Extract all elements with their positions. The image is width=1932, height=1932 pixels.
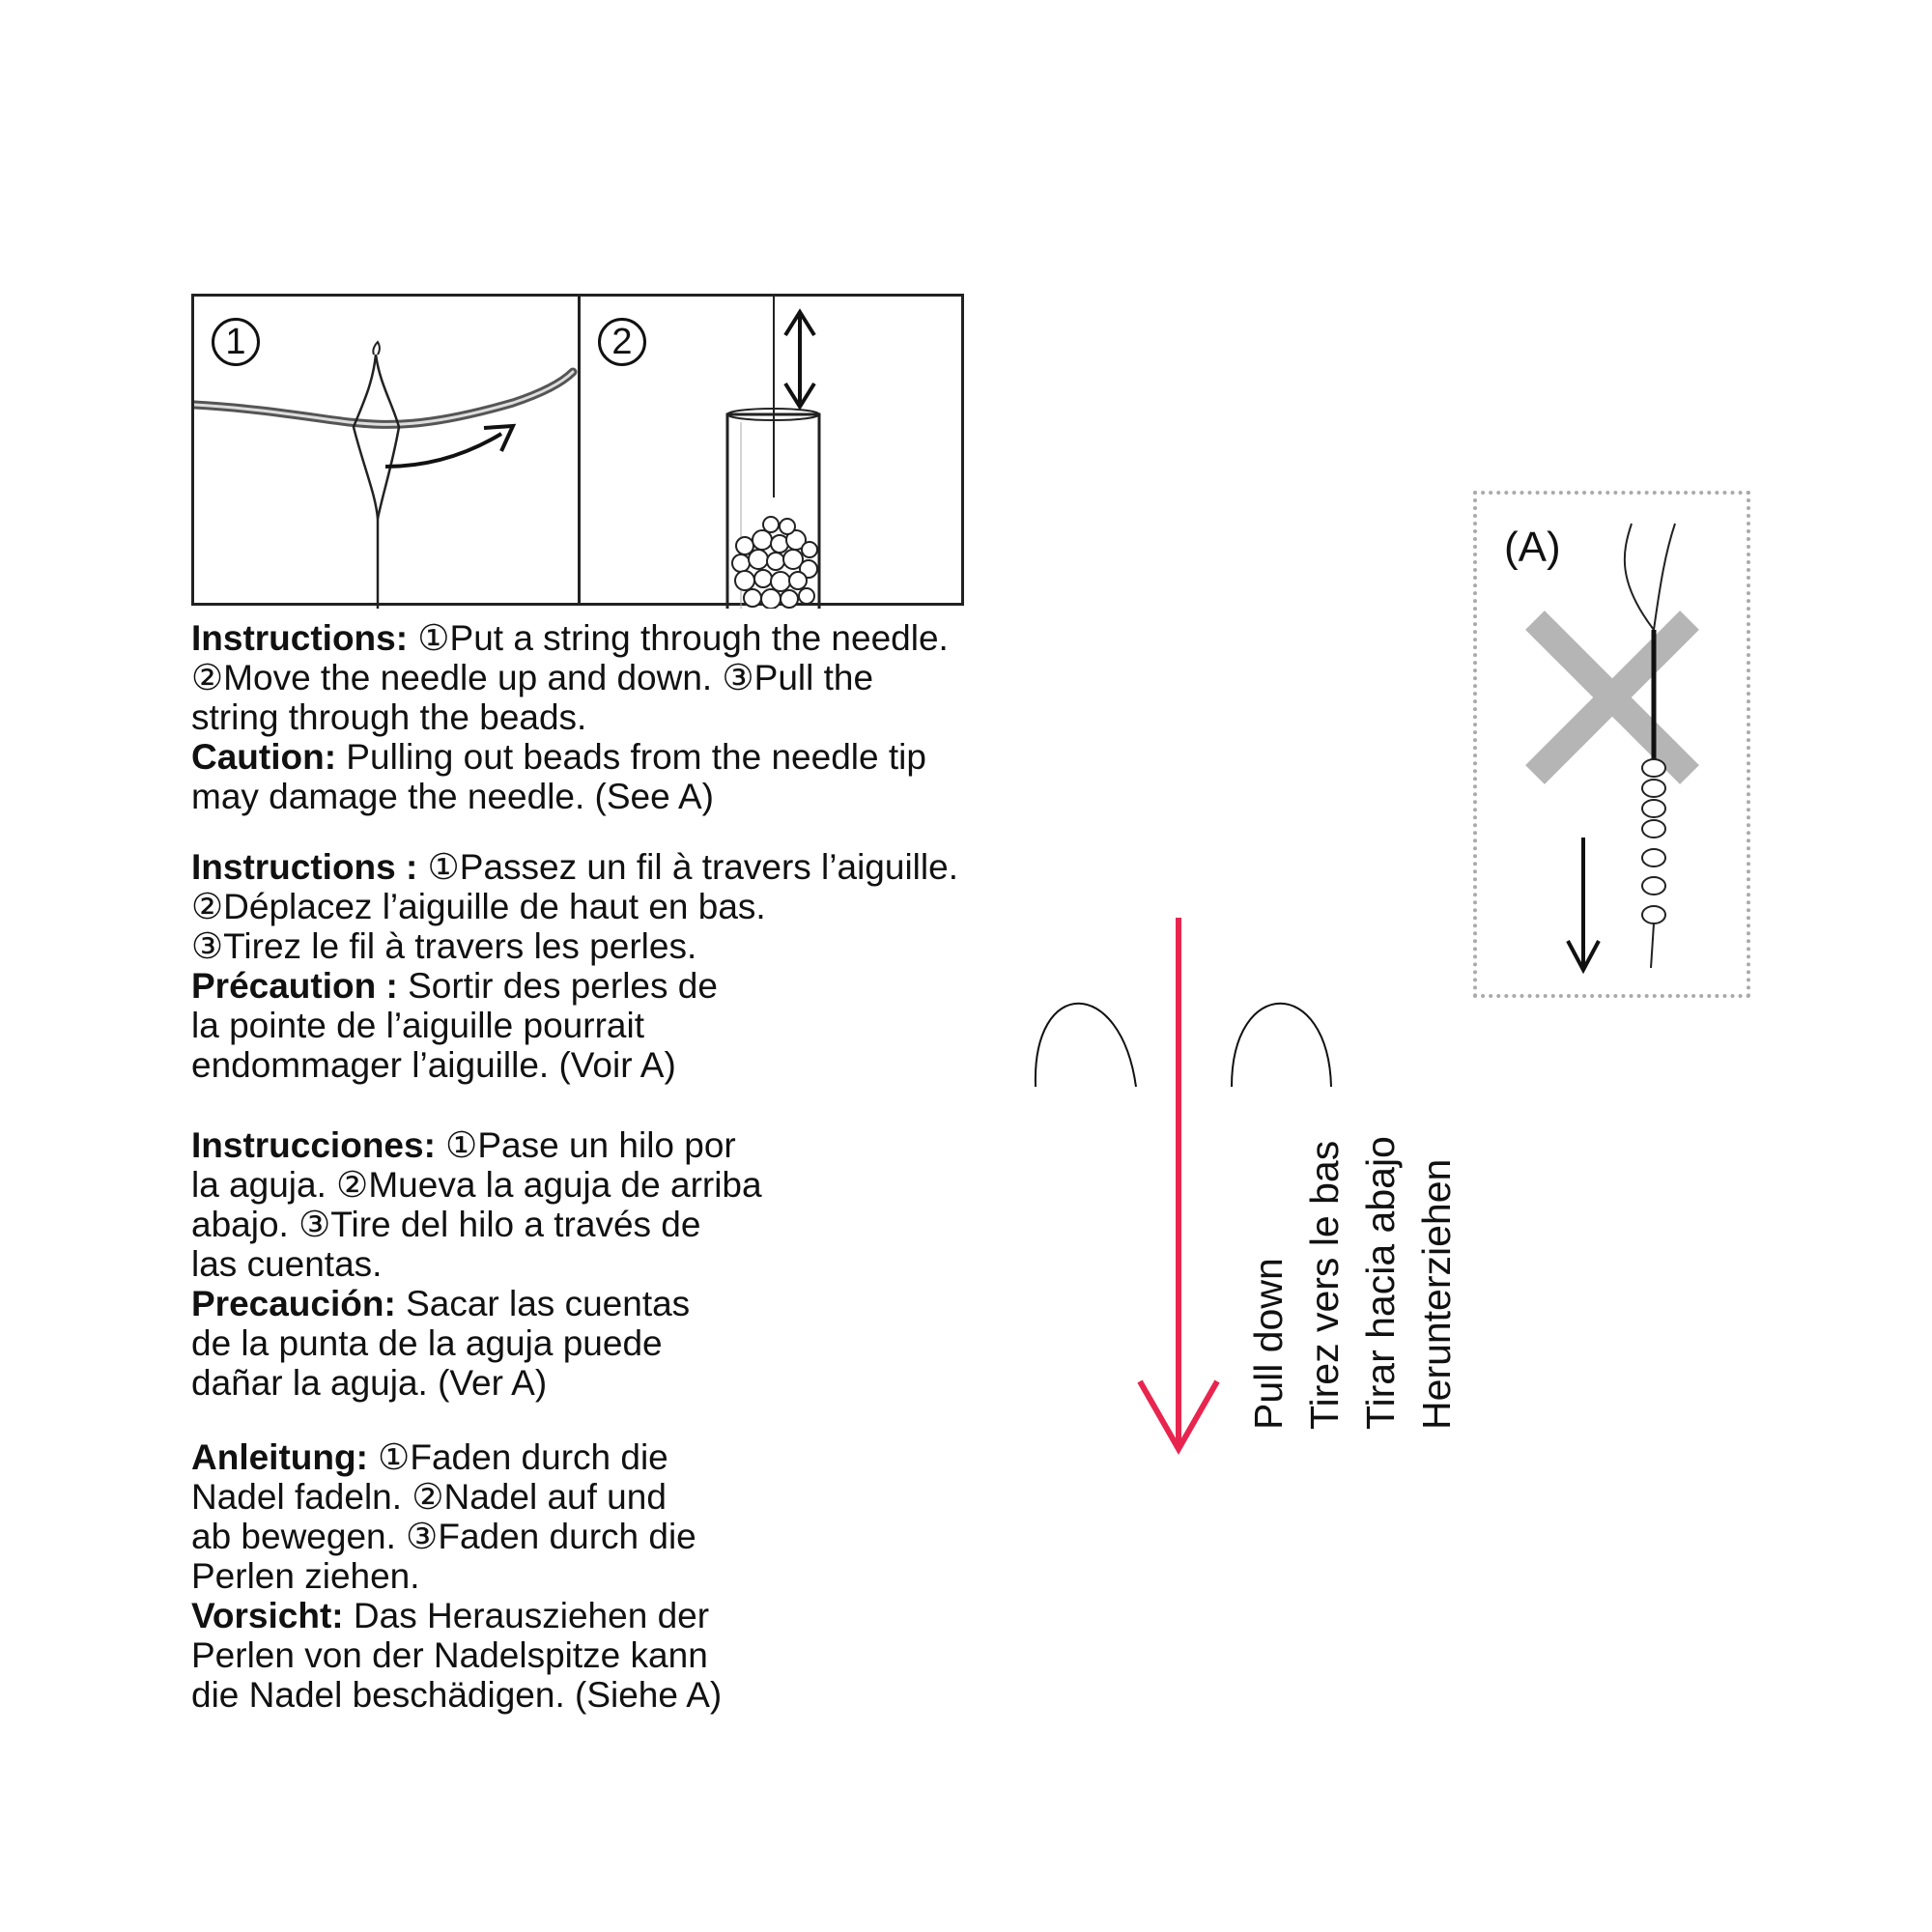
instruction-text: string through the beads.	[191, 697, 587, 737]
caution-text: dañar la aguja. (Ver A)	[191, 1363, 548, 1403]
instruction-text: la aguja. ②Mueva la aguja de arriba	[191, 1165, 762, 1205]
beads-pile	[732, 517, 817, 609]
caution-label: Précaution :	[191, 966, 398, 1006]
thread-illustration	[194, 372, 573, 424]
detail-box-label: (A)	[1504, 524, 1561, 571]
threader-wire-left	[1625, 524, 1654, 630]
instruction-text: ②Déplacez l’aiguille de haut en bas.	[191, 887, 766, 926]
instruction-text: ①Pase un hilo por	[435, 1125, 736, 1165]
instructions-spanish	[191, 1125, 762, 1403]
curved-arrow	[385, 426, 513, 467]
instruction-text: Perlen ziehen.	[191, 1556, 420, 1596]
double-arrow	[785, 312, 814, 407]
caution-label: Precaución:	[191, 1284, 396, 1323]
thread-loop-left	[1036, 1004, 1136, 1087]
instruction-text: ①Passez un fil à travers l’aiguille.	[417, 847, 958, 887]
needle-threader-illustration	[354, 342, 399, 609]
caution-text: Sacar las cuentas	[395, 1284, 691, 1323]
thread-tail	[1651, 923, 1654, 968]
instruction-text: ①Faden durch die	[367, 1437, 668, 1477]
instruction-text: ab bewegen. ③Faden durch die	[191, 1517, 696, 1556]
cross-mark-icon	[1535, 620, 1690, 775]
panel-drawings	[194, 297, 967, 609]
instruction-text: ①Put a string through the needle.	[408, 618, 949, 658]
instruction-text: ②Move the needle up and down. ③Pull the	[191, 658, 874, 697]
pull-label-german: Herunterziehen	[1414, 1158, 1459, 1430]
caution-text: die Nadel beschädigen. (Siehe A)	[191, 1675, 723, 1715]
caution-text: Sortir des perles de	[397, 966, 718, 1006]
caution-label: Caution:	[191, 737, 337, 777]
threader-wire-right	[1654, 524, 1675, 630]
instruction-text: abajo. ③Tire del hilo a través de	[191, 1205, 701, 1244]
caution-text: la pointe de l’aiguille pourrait	[191, 1006, 644, 1045]
caution-text: Das Herausziehen der	[343, 1596, 710, 1635]
pull-label-french: Tirez vers le bas	[1302, 1140, 1347, 1430]
step-2-number: 2	[598, 318, 646, 366]
thread-loop-right	[1232, 1004, 1331, 1087]
beads-on-needle	[1642, 759, 1665, 923]
instructions-label: Instructions:	[191, 618, 409, 658]
wrong-method-illustration	[1477, 495, 1747, 997]
instruction-text: Nadel fadeln. ②Nadel auf und	[191, 1477, 667, 1517]
down-arrow-icon	[1568, 838, 1599, 970]
step-1-number: 1	[212, 318, 260, 366]
caution-text: Pulling out beads from the needle tip	[336, 737, 926, 777]
pull-label-english: Pull down	[1246, 1258, 1291, 1430]
pull-label-spanish: Tirar hacia abajo	[1358, 1136, 1403, 1430]
instructions-english	[191, 618, 949, 816]
caution-text: de la punta de la aguja puede	[191, 1323, 663, 1363]
caution-text: endommager l’aiguille. (Voir A)	[191, 1045, 676, 1085]
instructions-label: Instrucciones:	[191, 1125, 436, 1165]
caution-text: may damage the needle. (See A)	[191, 777, 714, 816]
caution-text: Perlen von der Nadelspitze kann	[191, 1635, 708, 1675]
caution-label: Vorsicht:	[191, 1596, 344, 1635]
instructions-french	[191, 847, 958, 1085]
instruction-text: ③Tirez le fil à travers les perles.	[191, 926, 697, 966]
instructions-label: Instructions :	[191, 847, 418, 887]
instructions-label: Anleitung:	[191, 1437, 368, 1477]
instructions-german	[191, 1437, 722, 1715]
detail-box-a	[1473, 491, 1750, 998]
instruction-text: las cuentas.	[191, 1244, 383, 1284]
illustration-panels	[191, 294, 964, 606]
